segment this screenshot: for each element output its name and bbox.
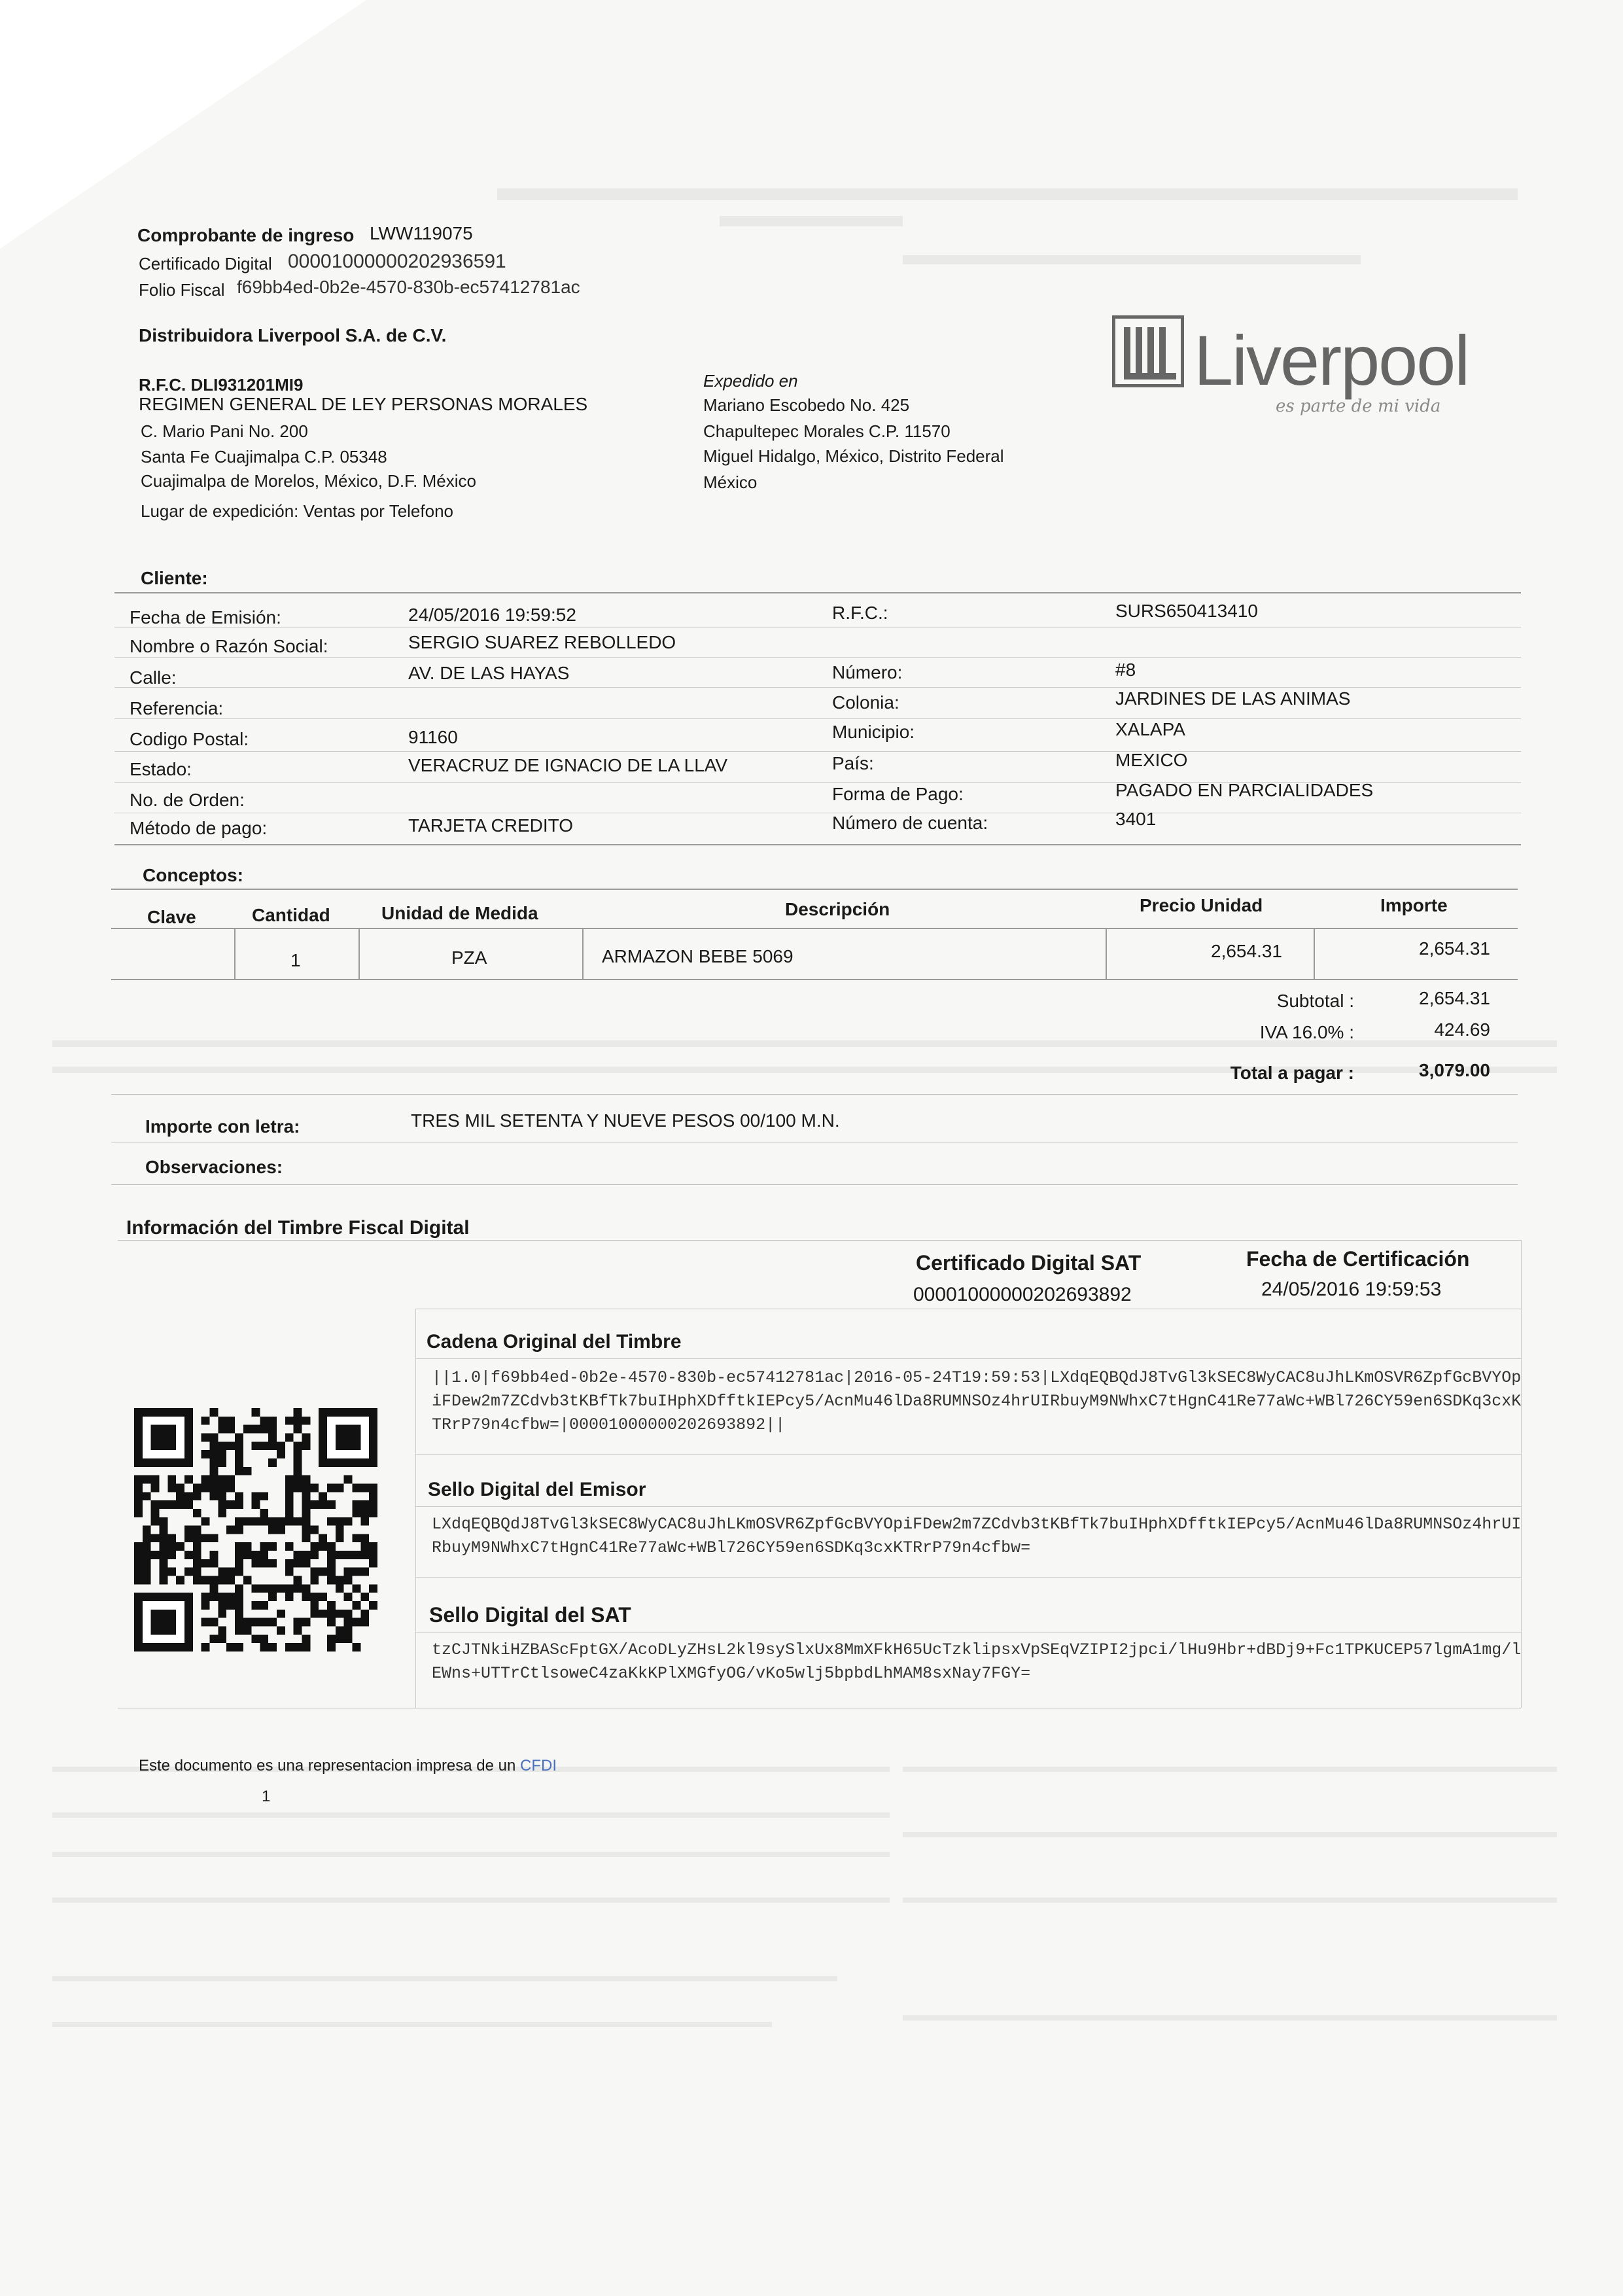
emisor-name: Distribuidora Liverpool S.A. de C.V. bbox=[139, 325, 447, 345]
importe-letra-value: TRES MIL SETENTA Y NUEVE PESOS 00/100 M.N. bbox=[411, 1110, 840, 1131]
cadena-label: Cadena Original del Timbre bbox=[427, 1331, 682, 1352]
municipio-label: Municipio: bbox=[832, 722, 915, 742]
folio-value: f69bb4ed-0b2e-4570-830b-ec57412781ac bbox=[237, 277, 580, 297]
municipio-value: XALAPA bbox=[1115, 719, 1185, 739]
bleed-through bbox=[52, 1812, 890, 1818]
cell-descripcion: ARMAZON BEBE 5069 bbox=[602, 946, 794, 966]
cfdi-link[interactable]: CFDI bbox=[520, 1757, 557, 1775]
expedido-line2: Chapultepec Morales C.P. 11570 bbox=[703, 421, 951, 441]
cadena-value: ||1.0|f69bb4ed-0b2e-4570-830b-ec57412781ac|2016-05-24T19:59:53|LXdqEQBQdJ8TvGl3kSEC8WyCAC8uJhLKmOSVR6ZpfGcBVYOpiFDew2m7ZCdvb3tKBfTk7buIHphXDfftkIEPcy5/AcnMu46lDa8RUMNSOz4hrUIRbuyM9NWhxC7tHgnC41Re77aWc+WBl726CY59en6SDKq3cxKTRrP79n4cfbw=|00001000000202693892|| bbox=[432, 1368, 1522, 1434]
rfc-value: SURS650413410 bbox=[1115, 601, 1258, 621]
pais-label: País: bbox=[832, 753, 874, 773]
certificado-value: 00001000000202936591 bbox=[288, 251, 506, 272]
bleed-through bbox=[52, 2022, 772, 2027]
bleed-through bbox=[903, 1832, 1557, 1837]
sello-emisor-label: Sello Digital del Emisor bbox=[428, 1479, 646, 1500]
emisor-regimen: REGIMEN GENERAL DE LEY PERSONAS MORALES bbox=[139, 394, 588, 414]
footer-note-text: Este documento es una representacion impresa de un bbox=[139, 1757, 516, 1775]
importe-letra-label: Importe con letra: bbox=[145, 1116, 300, 1137]
expedido-line3: Miguel Hidalgo, México, Distrito Federal bbox=[703, 446, 1004, 466]
orden-label: No. de Orden: bbox=[130, 790, 245, 810]
colonia-label: Colonia: bbox=[832, 692, 899, 713]
numero-value: #8 bbox=[1115, 660, 1136, 680]
timbre-title: Información del Timbre Fiscal Digital bbox=[126, 1217, 470, 1239]
emisor-rfc: R.F.C. DLI931201MI9 bbox=[139, 375, 304, 395]
bleed-through bbox=[52, 1976, 837, 1981]
qr-code-icon bbox=[134, 1405, 377, 1654]
forma-pago-label: Forma de Pago: bbox=[832, 784, 964, 804]
bleed-through bbox=[720, 216, 903, 226]
colonia-value: JARDINES DE LAS ANIMAS bbox=[1115, 688, 1351, 709]
conceptos-section-label: Conceptos: bbox=[143, 865, 243, 885]
comprobante-label: Comprobante de ingreso bbox=[137, 225, 355, 245]
cell-importe: 2,654.31 bbox=[1419, 938, 1490, 959]
cell-precio: 2,654.31 bbox=[1211, 941, 1282, 961]
bleed-through bbox=[497, 188, 1518, 200]
iva-label: IVA 16.0% : bbox=[1259, 1022, 1354, 1042]
lugar-expedicion: Lugar de expedición: Ventas por Telefono bbox=[141, 501, 453, 521]
subtotal-label: Subtotal : bbox=[1276, 991, 1354, 1011]
expedido-title: Expedido en bbox=[703, 371, 798, 391]
fecha-cert-value: 24/05/2016 19:59:53 bbox=[1261, 1279, 1442, 1300]
liverpool-tagline: es parte de mi vida bbox=[1276, 397, 1441, 416]
numero-label: Número: bbox=[832, 662, 903, 682]
cell-unidad: PZA bbox=[451, 947, 487, 968]
expedido-line1: Mariano Escobedo No. 425 bbox=[703, 395, 910, 415]
forma-pago-value: PAGADO EN PARCIALIDADES bbox=[1115, 780, 1374, 800]
bleed-through bbox=[903, 1767, 1557, 1772]
cert-sat-label: Certificado Digital SAT bbox=[916, 1251, 1142, 1275]
cliente-section-label: Cliente: bbox=[141, 568, 208, 588]
bleed-through bbox=[903, 1898, 1557, 1903]
comprobante-value: LWW119075 bbox=[370, 223, 473, 243]
cp-value: 91160 bbox=[408, 727, 458, 747]
cell-cantidad: 1 bbox=[290, 950, 301, 970]
col-clave: Clave bbox=[147, 907, 196, 927]
sello-emisor-value: LXdqEQBQdJ8TvGl3kSEC8WyCAC8uJhLKmOSVR6ZpfGcBVYOpiFDew2m7ZCdvb3tKBfTk7buIHphXDfftkIEPcy5/AcnMu46lDa8RUMNSOz4hrUIRbuyM9NWhxC7tHgnC41Re77aWc+WBl726CY59en6SDKq3cxKTRrP79n4cfbw= bbox=[432, 1515, 1522, 1557]
nombre-label: Nombre o Razón Social: bbox=[130, 636, 328, 656]
page-fold-corner bbox=[0, 0, 366, 249]
liverpool-logo-text: Liverpool bbox=[1194, 321, 1469, 400]
bleed-through bbox=[52, 1898, 890, 1903]
iva-value: 424.69 bbox=[1434, 1019, 1490, 1040]
certificado-label: Certificado Digital bbox=[139, 254, 272, 274]
estado-label: Estado: bbox=[130, 759, 192, 779]
emisor-address3: Cuajimalpa de Morelos, México, D.F. México bbox=[141, 471, 476, 491]
cp-label: Codigo Postal: bbox=[130, 729, 249, 749]
fecha-value: 24/05/2016 19:59:52 bbox=[408, 605, 576, 625]
calle-value: AV. DE LAS HAYAS bbox=[408, 663, 570, 683]
sello-sat-value: tzCJTNkiHZBAScFptGX/AcoDLyZHsL2kl9sySlxUx8MmXFkH65UcTzklipsxVpSEqVZIPI2jpci/lHu9Hbr+dBDj9+Fc1TPKUCEP57lgmA1mg/lEWns+UTTrCtlsoweC4zaKkKPlXMGfyOG/vKo5wlj5bpbdLhMAM8sxNay7FGY= bbox=[432, 1640, 1522, 1683]
cert-sat-value: 00001000000202693892 bbox=[913, 1284, 1132, 1305]
col-cantidad: Cantidad bbox=[252, 905, 330, 925]
total-value: 3,079.00 bbox=[1419, 1060, 1490, 1080]
col-descripcion: Descripción bbox=[785, 899, 890, 919]
fecha-label: Fecha de Emisión: bbox=[130, 607, 281, 627]
calle-label: Calle: bbox=[130, 667, 177, 688]
sello-sat-label: Sello Digital del SAT bbox=[429, 1603, 631, 1627]
col-precio: Precio Unidad bbox=[1140, 895, 1263, 915]
expedido-line4: México bbox=[703, 472, 758, 492]
nombre-value: SERGIO SUAREZ REBOLLEDO bbox=[408, 632, 676, 652]
cuenta-label: Número de cuenta: bbox=[832, 813, 988, 833]
metodo-value: TARJETA CREDITO bbox=[408, 815, 574, 836]
estado-value: VERACRUZ DE IGNACIO DE LA LLAV bbox=[408, 755, 728, 775]
cuenta-value: 3401 bbox=[1115, 809, 1157, 829]
subtotal-value: 2,654.31 bbox=[1419, 988, 1490, 1008]
liverpool-logo-icon bbox=[1112, 315, 1184, 387]
page-number: 1 bbox=[262, 1788, 271, 1805]
metodo-label: Método de pago: bbox=[130, 818, 268, 838]
fecha-cert-label: Fecha de Certificación bbox=[1246, 1247, 1470, 1271]
folio-label: Folio Fiscal bbox=[139, 280, 225, 300]
total-label: Total a pagar : bbox=[1230, 1063, 1354, 1083]
col-unidad: Unidad de Medida bbox=[381, 903, 538, 923]
observaciones-label: Observaciones: bbox=[145, 1157, 283, 1177]
pais-value: MEXICO bbox=[1115, 750, 1188, 770]
bleed-through bbox=[52, 1852, 890, 1857]
bleed-through bbox=[903, 2015, 1557, 2021]
footer-note bbox=[139, 1757, 557, 1775]
bleed-through bbox=[903, 255, 1361, 264]
emisor-address2: Santa Fe Cuajimalpa C.P. 05348 bbox=[141, 447, 387, 467]
rfc-label: R.F.C.: bbox=[832, 603, 888, 623]
col-importe: Importe bbox=[1380, 895, 1448, 915]
referencia-label: Referencia: bbox=[130, 698, 224, 718]
emisor-address1: C. Mario Pani No. 200 bbox=[141, 421, 308, 441]
